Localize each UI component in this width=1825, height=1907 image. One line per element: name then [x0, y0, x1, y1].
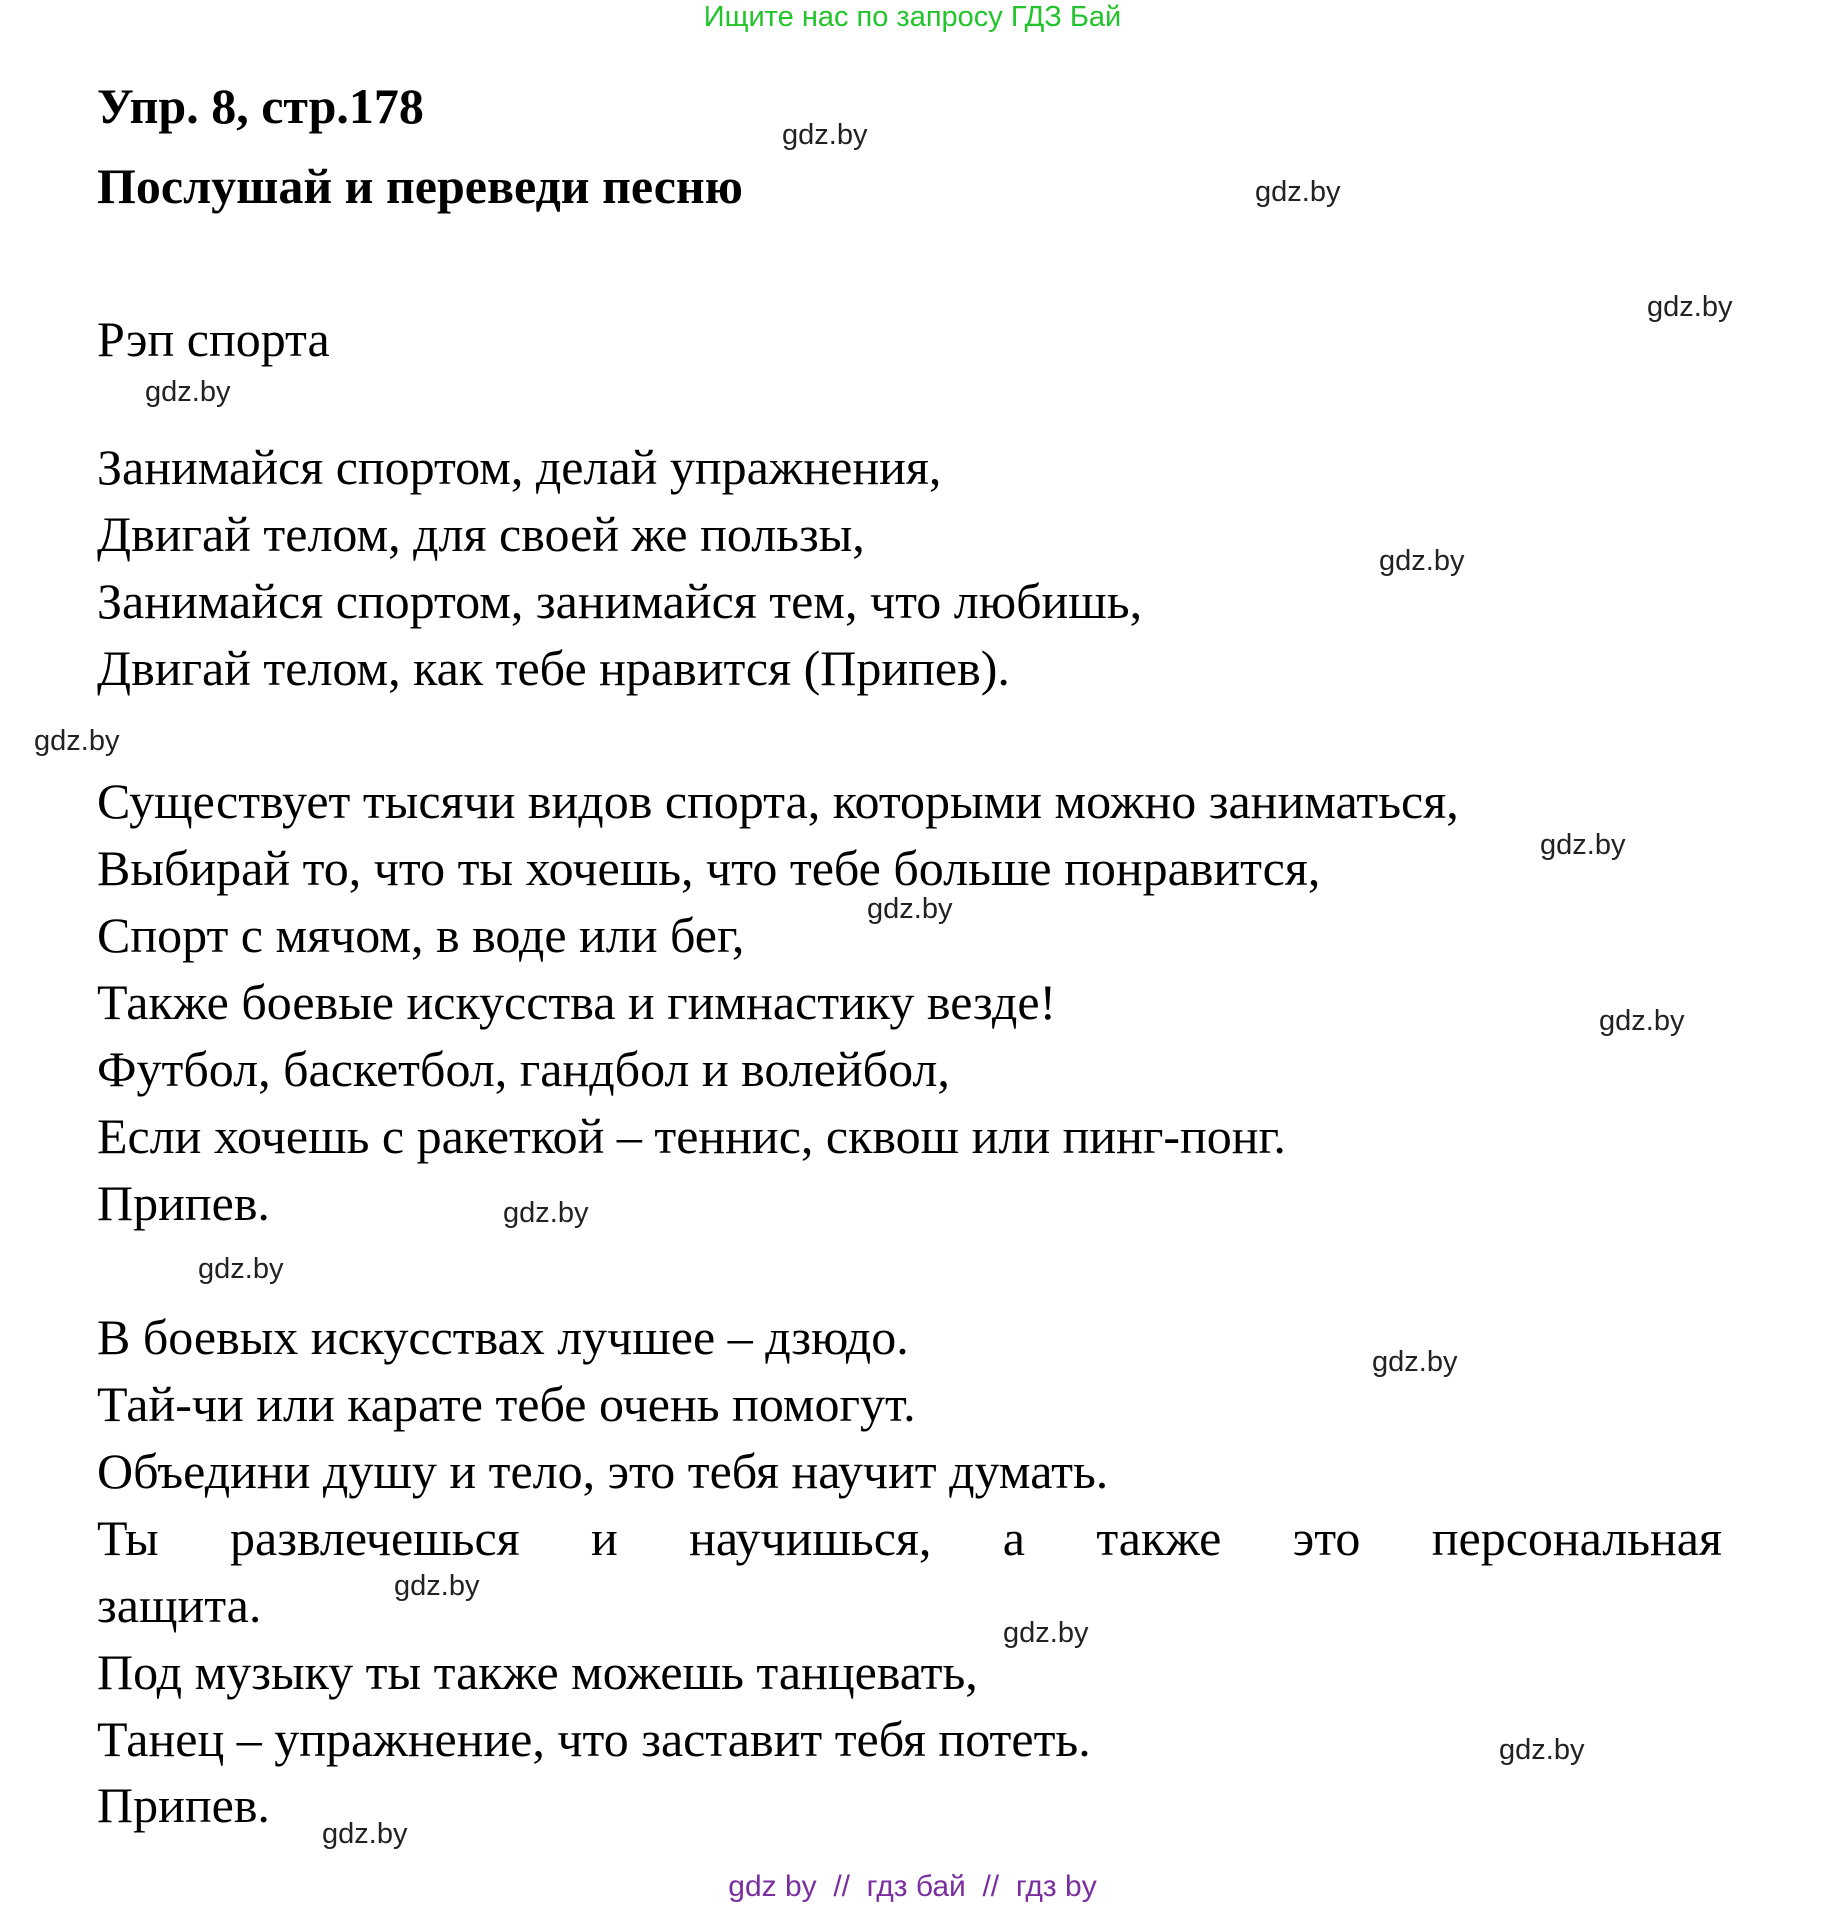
watermark: gdz.by — [1372, 1346, 1458, 1378]
watermark: gdz.by — [145, 376, 231, 408]
watermark: gdz.by — [503, 1197, 589, 1229]
verse-line: Футбол, баскетбол, гандбол и волейбол, — [97, 1041, 950, 1097]
footer-links: gdz by // гдз бай // гдз by — [728, 1870, 1097, 1903]
verse-line: Двигай телом, как тебе нравится (Припев). — [97, 640, 1010, 696]
verse-line: Занимайся спортом, делай упражнения, — [97, 439, 942, 495]
chorus-line: Припев. — [97, 1175, 270, 1231]
watermark: gdz.by — [394, 1570, 480, 1602]
watermark: gdz.by — [1499, 1734, 1585, 1766]
verse-line: Под музыку ты также можешь танцевать, — [97, 1644, 978, 1700]
watermark: gdz.by — [34, 725, 120, 757]
watermark: gdz.by — [782, 119, 868, 151]
verse-line: Также боевые искусства и гимнастику везде! — [97, 974, 1057, 1030]
watermark: gdz.by — [1003, 1617, 1089, 1649]
verse-line: Существует тысячи видов спорта, которыми можно заниматься, — [97, 773, 1459, 829]
verse-line: Спорт с мячом, в воде или бег, — [97, 907, 745, 963]
exercise-title: Упр. 8, стр.178 — [97, 78, 424, 134]
verse-line: Объедини душу и тело, это тебя научит думать. — [97, 1443, 1109, 1499]
verse-line: В боевых искусствах лучшее – дзюдо. — [97, 1309, 909, 1365]
verse-line: Если хочешь с ракеткой – теннис, сквош или пинг-понг. — [97, 1108, 1286, 1164]
verse-line: Занимайся спортом, занимайся тем, что любишь, — [97, 573, 1143, 629]
verse-line: Тай-чи или карате тебе очень помогут. — [97, 1376, 916, 1432]
verse-line: Двигай телом, для своей же пользы, — [97, 506, 865, 562]
watermark: gdz.by — [1540, 829, 1626, 861]
watermark: gdz.by — [322, 1818, 408, 1850]
chorus-line: Припев. — [97, 1777, 270, 1833]
watermark: gdz.by — [1379, 545, 1465, 577]
verse-line: Выбирай то, что ты хочешь, что тебе больше понравится, — [97, 840, 1321, 896]
search-banner: Ищите нас по запросу ГДЗ Бай — [703, 1, 1122, 33]
exercise-subtitle: Послушай и переведи песню — [97, 158, 743, 214]
watermark: gdz.by — [867, 893, 953, 925]
song-title: Рэп спорта — [97, 311, 330, 367]
verse-line: Ты развлечешься и научишься, а также это персональная — [97, 1510, 1722, 1566]
watermark: gdz.by — [1255, 176, 1341, 208]
watermark: gdz.by — [1599, 1005, 1685, 1037]
watermark: gdz.by — [1647, 291, 1733, 323]
verse-line: защита. — [97, 1577, 262, 1633]
verse-line: Танец – упражнение, что заставит тебя потеть. — [97, 1711, 1091, 1767]
watermark: gdz.by — [198, 1253, 284, 1285]
